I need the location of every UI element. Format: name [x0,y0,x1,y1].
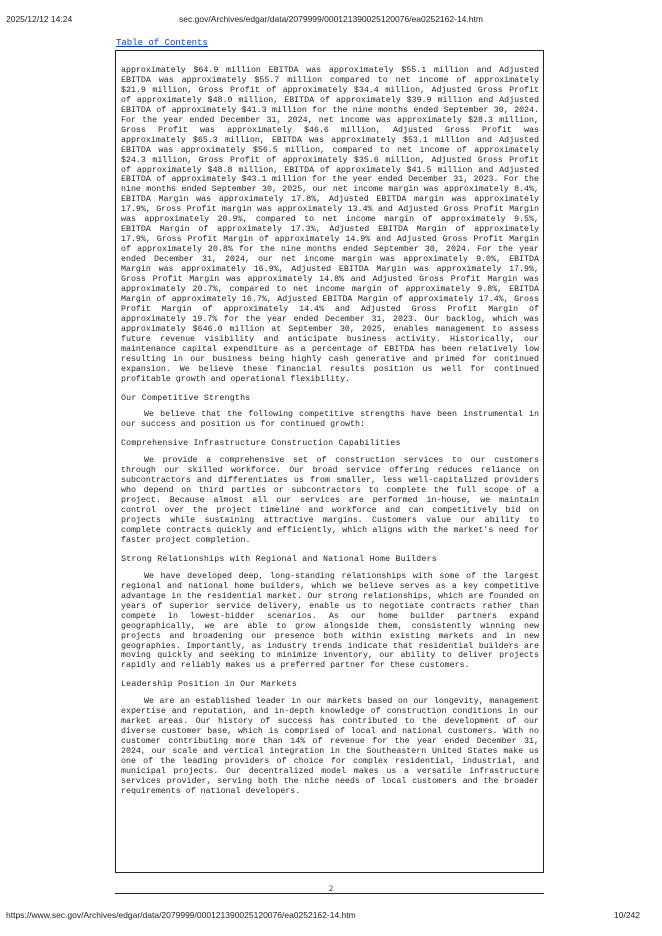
table-of-contents-link[interactable]: Table of Contents [116,38,208,48]
section-heading-competitive-strengths: Our Competitive Strengths [121,393,251,403]
section-heading-infrastructure-capabilities: Comprehensive Infrastructure Construction Capabilities [121,439,401,449]
section-heading-market-leadership: Leadership Position in Our Markets [121,680,298,690]
print-page-title: sec.gov/Archives/edgar/data/2079999/000121390025120076/ea0252162-14.htm [179,14,483,24]
section-body-infrastructure-capabilities: We provide a comprehensive set of construction services to our customers through our skilled workforce. Our broad service offering reduces reliance on subcontractors and differentiates us from smaller, less well-capitalized providers who depend on third parties or subcontractors to complete the full scope of a project. Because almost all our services are performed in-house, we maintain control over the project timeline and workforce and can competitively bid on projects while sustaining attractive margins. Customers value our ability to complete contracts quickly and efficiently, which aligns with the market’s need for faster project completion. [121,456,539,545]
print-datetime: 2025/12/12 14:24 [6,14,73,24]
section-heading-home-builder-relationships: Strong Relationships with Regional and National Home Builders [121,554,437,564]
section-body-market-leadership: We are an established leader in our markets based on our longevity, management expertise and reputation, and in-depth knowledge of construction conditions in our market areas. Our history of success has contributed to the development of our diverse customer base, which is comprised of local and national customers. With no customer contributing more than 14% of revenue for the year ended December 31, 2024, our scale and vertical integration in the Southeastern United States make us one of the leading providers of choice for complex residential, industrial, and municipal projects. Our decentralized model makes us a versatile infrastructure services provider, serving both the niche needs of local customers and the broader requirements of national developers. [121,697,539,796]
section-body-home-builder-relationships: We have developed deep, long-standing relationships with some of the largest regional and national home builders, which we believe serves as a key competitive advantage in the residential market. Our strong relationships, which are founded on years of superior service delivery, enable us to negotiate contracts rather than compete in lowest-bidder scenarios. As our home builder partners expand geographically, we are able to grow alongside them, consistently winning new projects and broadening our presence both within existing markets and in new geographies. Importantly, as industry trends indicate that residential builders are moving quickly and seeking to minimize inventory, our ability to deliver projects rapidly and reliably makes us a preferred partner for these customers. [121,571,539,671]
print-page-count: 10/242 [614,910,640,920]
section-body-competitive-strengths: We believe that the following competitive strengths have been instrumental in our success and position us for continued growth: [121,410,539,430]
print-url: https://www.sec.gov/Archives/edgar/data/2079999/000121390025120076/ea0252162-14.htm [6,910,356,920]
footer-divider [115,893,544,894]
document-frame [115,50,544,873]
page-number: 2 [328,883,334,893]
financial-summary-paragraph: approximately $64.9 million EBITDA was approximately $55.1 million and Adjusted EBITDA was approximately $55.7 million compared to net income of approximately $21.9 million, Gross Profit of approximately $34.4 million, Adjusted Gross Profit of approximately $48.0 million, EBITDA of approximately $39.9 million and Adjusted EBITDA of approximately $41.3 million for the nine months ended September 30, 2024. For the year ended December 31, 2024, net income was approximately $28.3 million, Gross Profit was approximately $46.6 million, Adjusted Gross Profit was approximately $65.3 million, EBITDA was approximately $53.1 million and Adjusted EBITDA was approximately $56.5 million, compared to net income of approximately $24.3 million, Gross Profit of approximately $35.6 million, Adjusted Gross Profit of approximately $48.8 million, EBITDA of approximately $41.5 million and Adjusted EBITDA of approximately $43.1 million for the year ended December 31, 2023. For the nine months ended September 30, 2025, our net income margin was approximately 8.4%, EBITDA Margin was approximately 17.8%, Adjusted EBITDA margin was approximately 17.9%, Gross Profit margin was approximately 13.4% and Adjusted Gross Profit Margin was approximately 20.9%, compared to net income margin of approximately 9.5%, EBITDA Margin of approximately 17.3%, Adjusted EBITDA Margin of approximately 17.9%, Gross Profit Margin of approximately 14.9% and Adjusted Gross Profit Margin of approximately 20.8% for the nine months ended September 30, 2024. For the year ended December 31, 2024, our net income margin was approximately 9.0%, EBITDA Margin was approximately 16.9%, Adjusted EBITDA Margin was approximately 17.9%, Gross Profit Margin was approximately 14.8% and Adjusted Gross Profit Margin was approximately 20.7%, compared to net income margin of approximately 9.8%, EBITDA Margin of approximately 16.7%, Adjusted EBITDA Margin of approximately 17.4%, Gross Profit Margin of approximately 14.4% and Adjusted Gross Profit Margin of approximately 19.7% for the year ended December 31, 2023. Our backlog, which was approximately $646.0 million at September 30, 2025, enables management to assess future revenue visibility and anticipate business activity. Historically, our maintenance capital expenditure as a percentage of EBITDA has been relatively low resulting in our business being highly cash generative and primed for continued expansion. We believe these financial results position us well for continued profitable growth and operational flexibility. [121,66,539,384]
